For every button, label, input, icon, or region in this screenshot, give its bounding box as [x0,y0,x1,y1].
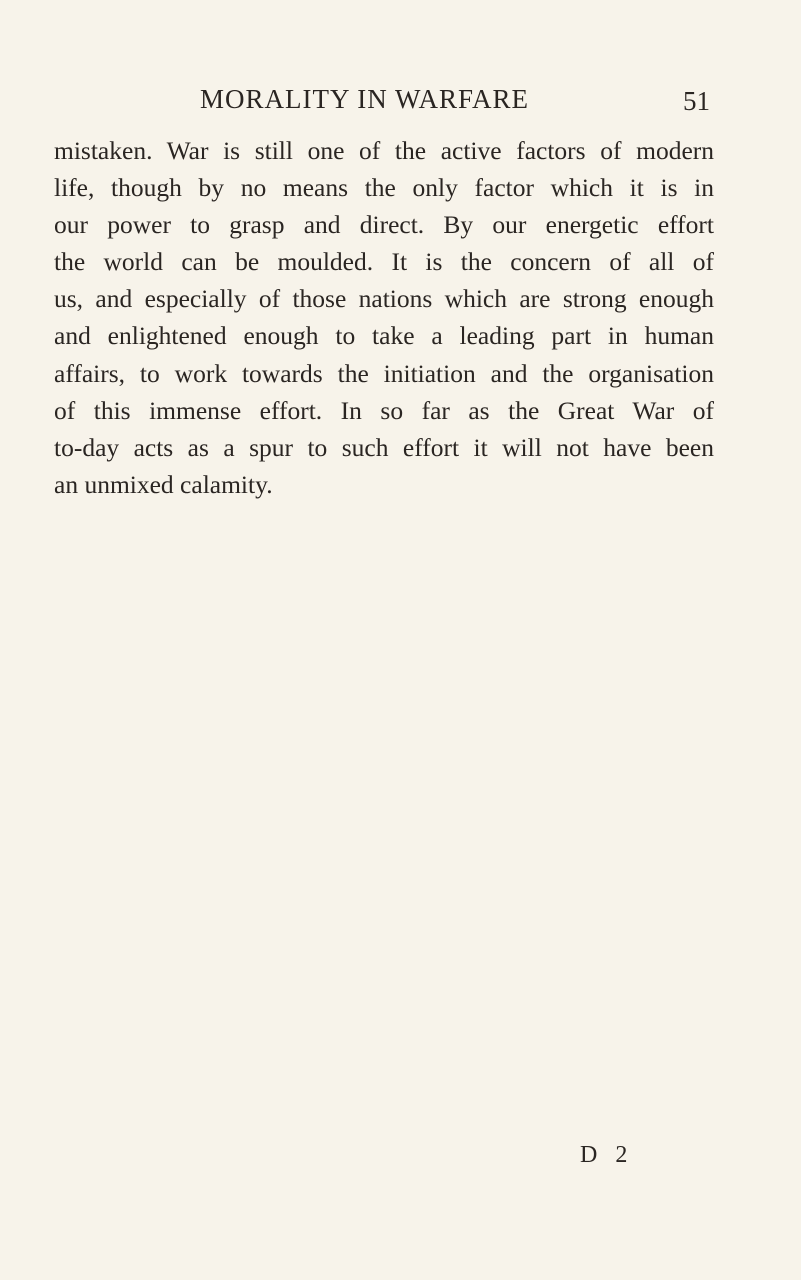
text-line: the world can be moulded. It is the concern of all of [54,247,714,277]
body-paragraph [54,132,714,503]
text-line: our power to grasp and direct. By our energetic effort [54,210,714,240]
text-line: us, and especially of those nations which are strong enough [54,284,714,314]
text-line: to-day acts as a spur to such effort it will not have been [54,432,714,462]
signature-mark: D 2 [580,1142,634,1168]
text-line: affairs, to work towards the initiation and the organisation [54,358,714,388]
page-number: 51 [683,86,710,116]
text-line: of this immense effort. In so far as the Great War of [54,395,714,425]
running-head: MORALITY IN WARFARE [200,84,529,114]
text-line: an unmixed calamity. [54,469,273,499]
text-line: mistaken. War is still one of the active factors of modern [54,136,714,165]
text-line: and enlightened enough to take a leading part in human [54,321,714,351]
text-line: life, though by no means the only factor which it is in [54,173,714,203]
